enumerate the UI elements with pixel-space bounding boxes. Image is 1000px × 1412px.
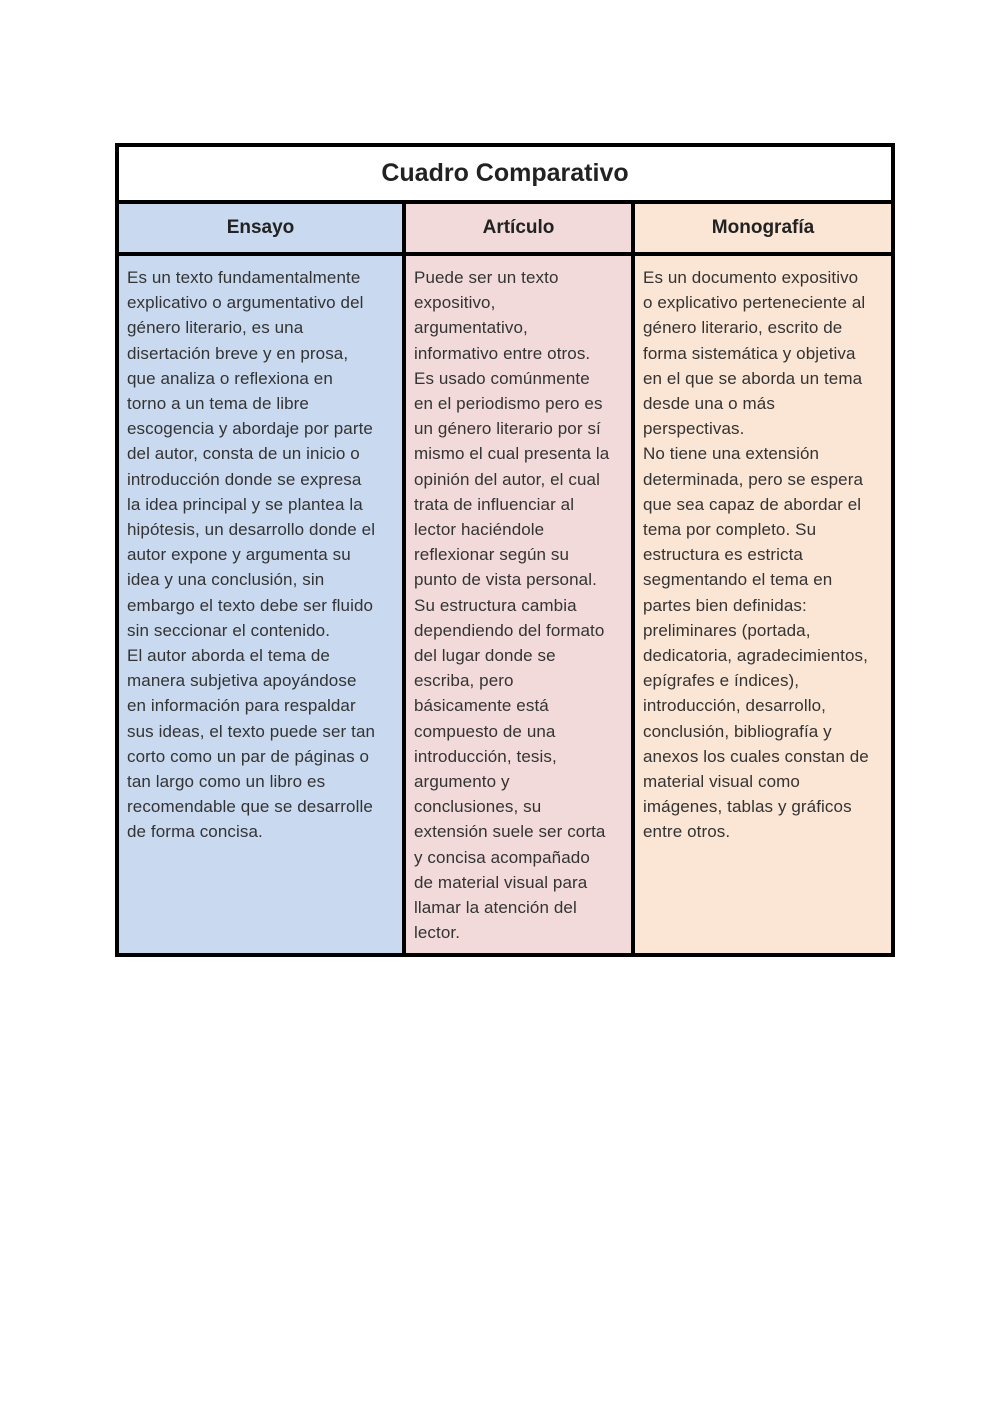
column-header-ensayo: Ensayo xyxy=(119,204,402,252)
column-text-ensayo: Es un texto fundamentalmente explicativo o argumentativo del género literario, es una disertación breve y en prosa, que analiza o reflexiona en torno a un tema de libre escogencia y abordaje por parte del autor, consta de un inicio o introducción donde se expresa la idea principal y se plantea la hipótesis, un desarrollo donde el autor expone y argumenta su idea y una conclusión, sin embargo el texto debe ser fluido sin seccionar el contenido. El autor aborda el tema de manera subjetiva apoyándose en información para respaldar sus ideas, el texto puede ser tan corto como un par de páginas o tan largo como un libro es recomendable que se desarrolle de forma concisa. xyxy=(119,256,402,953)
comparison-table xyxy=(115,143,895,957)
column-text-articulo: Puede ser un texto expositivo, argumentativo, informativo entre otros. Es usado comúnmente en el periodismo pero es un género literario por sí mismo el cual presenta la opinión del autor, el cual trata de influenciar al lector haciéndole reflexionar según su punto de vista personal. Su estructura cambia dependiendo del formato del lugar donde se escriba, pero básicamente está compuesto de una introducción, tesis, argumento y conclusiones, su extensión suele ser corta y concisa acompañado de material visual para llamar la atención del lector. xyxy=(406,256,631,953)
column-text-monografia: Es un documento expositivo o explicativo perteneciente al género literario, escrito de forma sistemática y objetiva en el que se aborda un tema desde una o más perspectivas. No tiene una extensión determinada, pero se espera que sea capaz de abordar el tema por completo. Su estructura es estricta segmentando el tema en partes bien definidas: preliminares (portada, dedicatoria, agradecimientos, epígrafes e índices), introducción, desarrollo, conclusión, bibliografía y anexos los cuales constan de material visual como imágenes, tablas y gráficos entre otros. xyxy=(635,256,891,953)
table-title: Cuadro Comparativo xyxy=(119,147,891,200)
column-header-monografia: Monografía xyxy=(635,204,891,252)
column-header-articulo: Artículo xyxy=(406,204,631,252)
